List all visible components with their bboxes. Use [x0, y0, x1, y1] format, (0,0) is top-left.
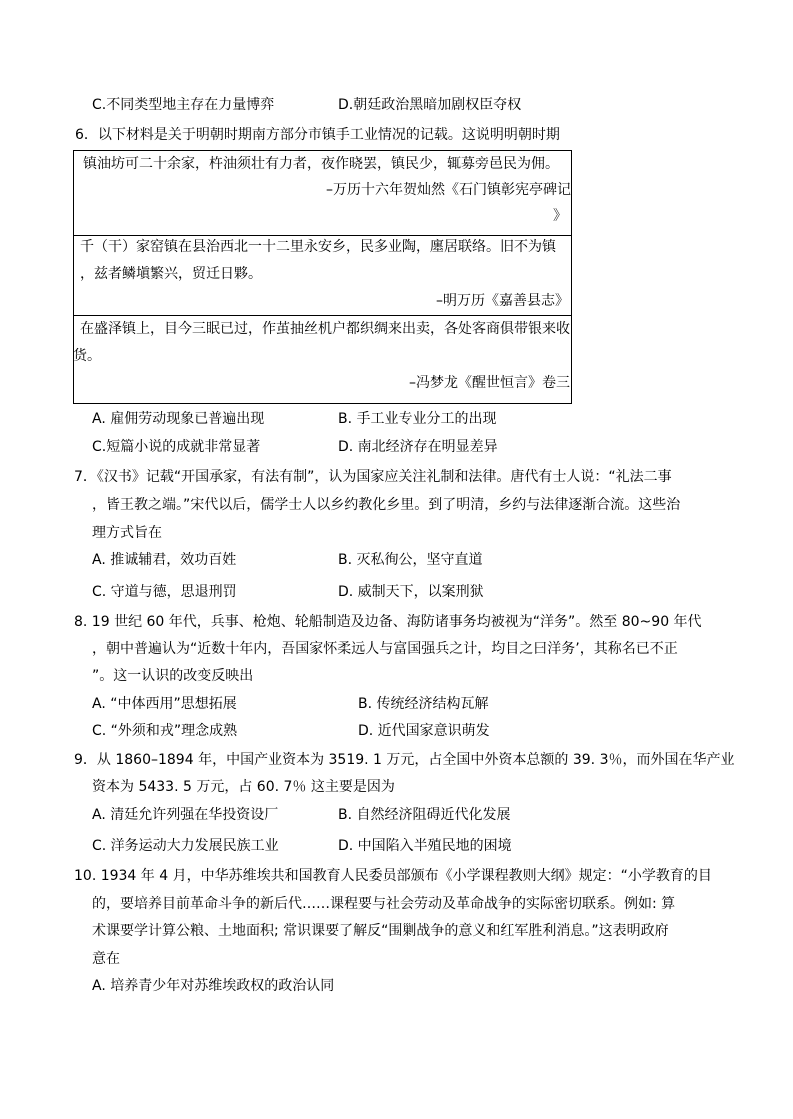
- q9-option-d: D. 中国陷入半殖民地的困境: [338, 838, 512, 854]
- q5-option-c: C.不同类型地主存在力量博弈: [92, 97, 275, 113]
- q8-option-d: D. 近代国家意识萌发: [358, 723, 490, 739]
- q6-material-3-source: –冯梦龙《醒世恒言》卷三: [409, 375, 570, 391]
- q8-option-a: A. “中体西用”思想拓展: [92, 696, 237, 712]
- table-divider: [74, 315, 571, 316]
- q6-material-1-source: –万历十六年贺灿然《石门镇彰宪亭碑记: [326, 182, 571, 198]
- q6-stem: 6．以下材料是关于明朝时期南方部分市镇手工业情况的记载。这说明明朝时期: [75, 127, 560, 143]
- q10-stem-line-4: 意在: [92, 951, 120, 967]
- q6-material-3-text-1: 在盛泽镇上，目今三眠已过，作茧抽丝机户都织绸来出卖，各处客商俱带银来收: [80, 321, 570, 337]
- q6-option-d: D. 南北经济存在明显差异: [338, 439, 498, 455]
- q9-stem-line-2: 资本为 5433. 5 万元，占 60. 7％ 这主要是因为: [92, 779, 395, 795]
- q7-stem-line-2: ，皆王教之端。”宋代以后，儒学士人以乡约教化乡里。到了明清，乡约与法律逐渐合流。这些治: [92, 497, 681, 513]
- q6-material-2-source: –明万历《嘉善县志》: [436, 293, 569, 309]
- q10-stem-line-1: 10. 1934 年 4 月，中华苏维埃共和国教育人民委员部颁布《小学课程教则大纲》规定：“小学教育的目: [74, 868, 712, 884]
- q6-material-1-source-end: 》: [553, 208, 567, 224]
- q6-option-a: A. 雇佣劳动现象已普遍出现: [92, 411, 265, 427]
- q8-stem-line-2: ，朝中普遍认为“近数十年内，吾国家怀柔远人与富国强兵之计，均目之曰洋务’，其称名已不正: [92, 641, 678, 657]
- q6-option-c: C.短篇小说的成就非常显著: [92, 439, 261, 455]
- q6-material-1-text: 镇油坊可二十余家，杵油须壮有力者，夜作晓罢，镇民少，辄募旁邑民为佣。: [83, 156, 559, 172]
- q10-stem-line-2: 的，要培养目前革命斗争的新后代……课程要与社会劳动及革命战争的实际密切联系。例如: 算: [92, 896, 676, 912]
- q5-option-d: D.朝廷政治黑暗加剧权臣夺权: [338, 97, 522, 113]
- q8-option-c: C. “外须和戎”理念成熟: [92, 723, 238, 739]
- q8-option-b: B. 传统经济结构瓦解: [358, 696, 489, 712]
- q6-material-3-text-2: 货。: [73, 348, 101, 364]
- q9-stem-line-1: 9．从 1860–1894 年，中国产业资本为 3519. 1 万元，占全国中外资本总额的 39. 3％，而外国在华产业: [74, 752, 735, 768]
- q6-material-2-text-2: ，兹者鳞塡繁兴，贸迁日夥。: [80, 266, 262, 282]
- q7-option-d: D. 威制天下，以案刑狱: [338, 584, 484, 600]
- q8-stem-line-1: 8. 19 世纪 60 年代，兵事、枪炮、轮船制造及边备、海防诸事务均被视为“洋务”。然至 80~90 年代: [74, 614, 702, 630]
- q9-option-c: C. 洋务运动大力发展民族工业: [92, 838, 279, 854]
- table-divider: [74, 235, 571, 236]
- q7-option-c: C. 守道与德，思退刑罚: [92, 584, 237, 600]
- q7-stem-line-3: 理方式旨在: [92, 525, 162, 541]
- q7-stem-line-1: 7．《汉书》记载“开国承家，有法有制”，认为国家应关注礼制和法律。唐代有士人说：“礼法二事: [74, 469, 672, 485]
- q6-material-2-text-1: 千（干）家窑镇在县治西北一十二里永安乡，民多业陶，廛居联络。旧不为镇: [80, 239, 556, 255]
- q7-option-b: B. 灭私徇公，坚守直道: [338, 552, 483, 568]
- q6-option-b: B. 手工业专业分工的出现: [338, 411, 497, 427]
- q10-option-a: A. 培养青少年对苏维埃政权的政治认同: [92, 978, 335, 994]
- q9-option-a: A. 清廷允许列强在华投资设厂: [92, 807, 279, 823]
- q10-stem-line-3: 术课要学计算公粮、土地面积; 常识课要了解反“围剿战争的意义和红军胜利消息。”这表明政府: [92, 923, 669, 939]
- q8-stem-line-3: ”。这一认识的改变反映出: [92, 668, 254, 684]
- q9-option-b: B. 自然经济阻碍近代化发展: [338, 807, 511, 823]
- q7-option-a: A. 推诚辅君，效功百姓: [92, 552, 237, 568]
